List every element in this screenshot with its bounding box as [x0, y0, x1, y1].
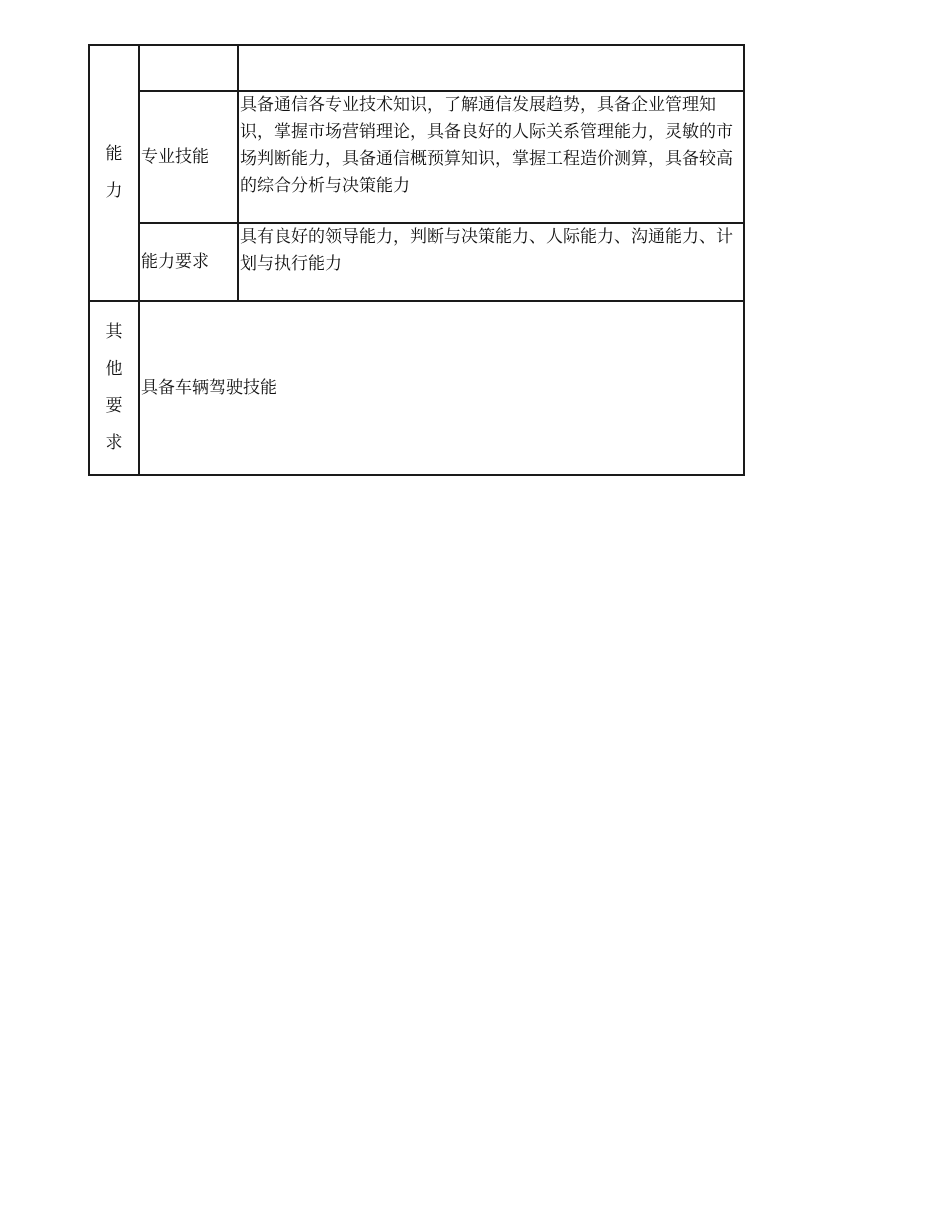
empty-subitem-content-cell: [238, 45, 744, 91]
table-row: [89, 223, 744, 301]
other-requirements-category-label: 其他要求: [105, 322, 123, 453]
requirements-table-container: [88, 44, 745, 476]
empty-subitem-label-cell: [139, 45, 238, 91]
professional-skills-content: 具备通信各专业技术知识，了解通信发展趋势，具备企业管理知识，掌握市场营销理论，具备良好的人际关系管理能力，灵敏的市场判断能力，具备通信概预算知识，掌握工程造价测算，具备较高的综合分析与决策能力: [238, 91, 744, 223]
other-requirements-category-cell: [89, 301, 139, 475]
table-row: [89, 91, 744, 223]
requirements-table: [88, 44, 745, 476]
other-requirements-content: 具备车辆驾驶技能: [139, 301, 744, 475]
professional-skills-label: 专业技能: [139, 91, 238, 223]
ability-requirements-label: 能力要求: [139, 223, 238, 301]
ability-category-label: 能力: [105, 144, 123, 201]
ability-requirements-content: 具有良好的领导能力，判断与决策能力、人际能力、沟通能力、计划与执行能力: [238, 223, 744, 301]
table-row: [89, 45, 744, 91]
ability-category-cell: [89, 45, 139, 301]
table-row: [89, 301, 744, 475]
